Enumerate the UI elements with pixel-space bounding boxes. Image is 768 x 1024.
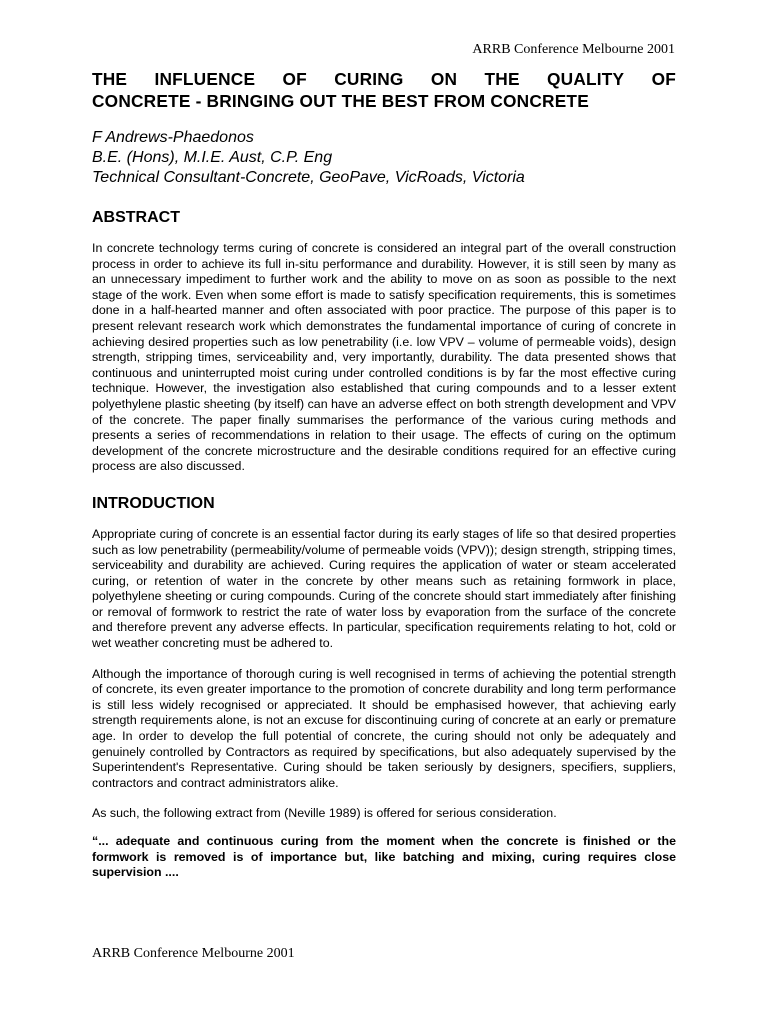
author-qualifications: B.E. (Hons), M.I.E. Aust, C.P. Eng <box>92 149 333 166</box>
author-position: Technical Consultant-Concrete, GeoPave, VicRoads, Victoria <box>92 169 525 186</box>
author-block <box>92 128 676 188</box>
title-word: OF <box>651 69 676 89</box>
abstract-text: In concrete technology terms curing of concrete is considered an integral part of the overall construction process in order to achieve its full in-situ performance and durability. However, it is still seen by many as an unnecessary impediment to further work and the ability to move on as soon as possible to the next stage of the work. Even when some effort is made to satisfy specification requirements, this is sometimes done in a half-hearted manner and often associated with poor practice. The purpose of this paper is to present relevant research work which demonstrates the fundamental importance of curing of concrete in achieving desired properties such as low penetrability (i.e. low VPV – volume of permeable voids), design strength, stripping times, serviceability and, very importantly, durability. The data presented shows that continuous and uninterrupted moist curing under controlled conditions is by far the most effective curing technique. However, the investigation also established that curing compounds and to a lesser extent polyethylene plastic sheeting (by itself) can have an adverse effect on both strength development and VPV of the concrete. The paper finally summarises the performance of the various curing methods and presents a series of recommendations in relation to their usage. The effects of curing on the optimum development of the concrete microstructure and the desirable conditions required for an effective curing process are also discussed. <box>92 241 676 474</box>
title-word: OF <box>282 69 307 89</box>
title-line-1 <box>92 68 676 90</box>
paper-title <box>92 68 676 112</box>
title-word: THE <box>92 69 128 89</box>
intro-paragraph-2: Although the importance of thorough curing is well recognised in terms of achieving the potential strength of concrete, its even greater importance to the promotion of concrete durability and long term performance is still less widely recognised or appreciated. It should be emphasised however, that achieving early strength requirements alone, is not an excuse for discontinuing curing of concrete at an early or premature age. In order to develop the full potential of concrete, the curing should not only be adequately and genuinely controlled by Contractors as required by specifications, but also adequately supervised by the Superintendent's Representative. Curing should be taken seriously by designers, specifiers, suppliers, contractors and contract administrators alike. <box>92 666 676 790</box>
title-word: ON <box>430 69 458 89</box>
running-header: ARRB Conference Melbourne 2001 <box>472 42 675 57</box>
running-footer: ARRB Conference Melbourne 2001 <box>92 946 295 961</box>
title-line-2: CONCRETE - BRINGING OUT THE BEST FROM CONCRETE <box>92 91 589 111</box>
neville-quote: “... adequate and continuous curing from the moment when the concrete is finished or the formwork is removed is of importance but, like batching and mixing, curing requires close supervision .... <box>92 834 676 880</box>
author-name: F Andrews-Phaedonos <box>92 129 254 146</box>
title-word: QUALITY <box>547 69 625 89</box>
title-word: INFLUENCE <box>154 69 256 89</box>
abstract-heading: ABSTRACT <box>92 209 180 226</box>
page-content <box>92 68 676 881</box>
intro-paragraph-3: As such, the following extract from (Neville 1989) is offered for serious consideration. <box>92 806 557 821</box>
title-word: THE <box>484 69 520 89</box>
title-word: CURING <box>334 69 404 89</box>
intro-paragraph-1: Appropriate curing of concrete is an essential factor during its early stages of life so that desired properties such as low penetrability (permeability/volume of permeable voids (VPV)); design strength, stripping times, serviceability and durability are achieved. Curing requires the application of water or steam accelerated curing, or retention of water in the concrete by other means such as retaining formwork in place, polyethylene sheeting or curing compounds. Curing of the concrete should start immediately after finishing or removal of formwork to restrict the rate of water loss by evaporation from the surface of the concrete and therefore prevent any adverse effects. In particular, specification requirements relating to hot, cold or wet weather concreting must be adhered to. <box>92 526 676 651</box>
introduction-heading: INTRODUCTION <box>92 494 215 512</box>
